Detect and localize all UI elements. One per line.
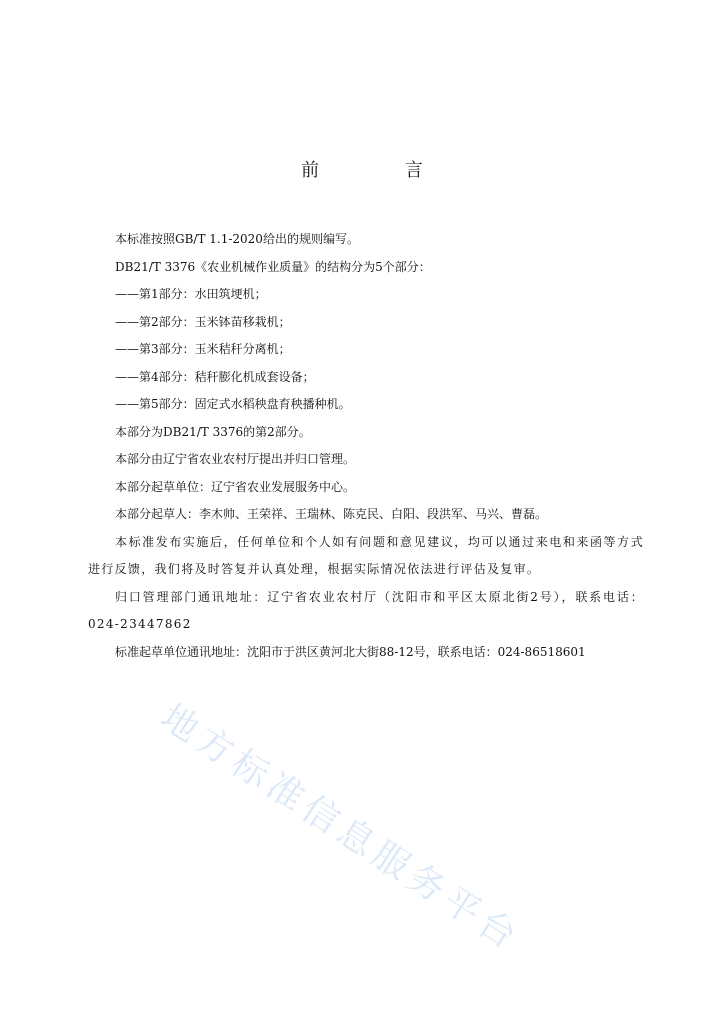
paragraph-drafting-unit: 本部分起草单位：辽宁省农业发展服务中心。	[115, 479, 356, 494]
list-item-part-5: ——第5部分：固定式水稻秧盘育秧播种机。	[115, 397, 351, 411]
paragraph-drafters: 本部分起草人：李木帅、王荣祥、王瑞林、陈克民、白阳、段洪军、马兴、曹磊。	[115, 507, 548, 521]
paragraph-drafter-address: 标准起草单位通讯地址：沈阳市于洪区黄河北大街88-12号，联系电话：024-86518601	[115, 644, 586, 659]
paragraph-drafting-rules: 本标准按照GB/T 1.1-2020给出的规则编写。	[115, 232, 359, 246]
document-body	[88, 226, 644, 666]
list-item-part-3: ——第3部分：玉米秸秆分离机；	[115, 342, 291, 356]
paragraph-proposer: 本部分由辽宁省农业农村厅提出并归口管理。	[115, 452, 356, 466]
list-item-part-2: ——第2部分：玉米钵苗移栽机；	[115, 314, 291, 329]
paragraph-structure: DB21/T 3376《农业机械作业质量》的结构分为5个部分：	[115, 259, 431, 274]
paragraph-part-statement: 本部分为DB21/T 3376的第2部分。	[115, 424, 311, 439]
list-item-part-4: ——第4部分：秸秆膨化机成套设备；	[115, 369, 315, 384]
paragraph-authority-address: 归口管理部门通讯地址：辽宁省农业农村厅（沈阳市和平区太原北街2号），联系电话：024-23447862	[88, 589, 644, 631]
list-item-part-1: ——第1部分：水田筑埂机；	[115, 287, 267, 301]
watermark-text: 地方标准信息服务平台	[153, 696, 528, 960]
paragraph-feedback: 本标准发布实施后，任何单位和个人如有问题和意见建议，均可以通过来电和来函等方式进行反馈，我们将及时答复并认真处理，根据实际情况依法进行评估及复审。	[88, 534, 644, 576]
page-title: 前 言	[301, 160, 463, 181]
